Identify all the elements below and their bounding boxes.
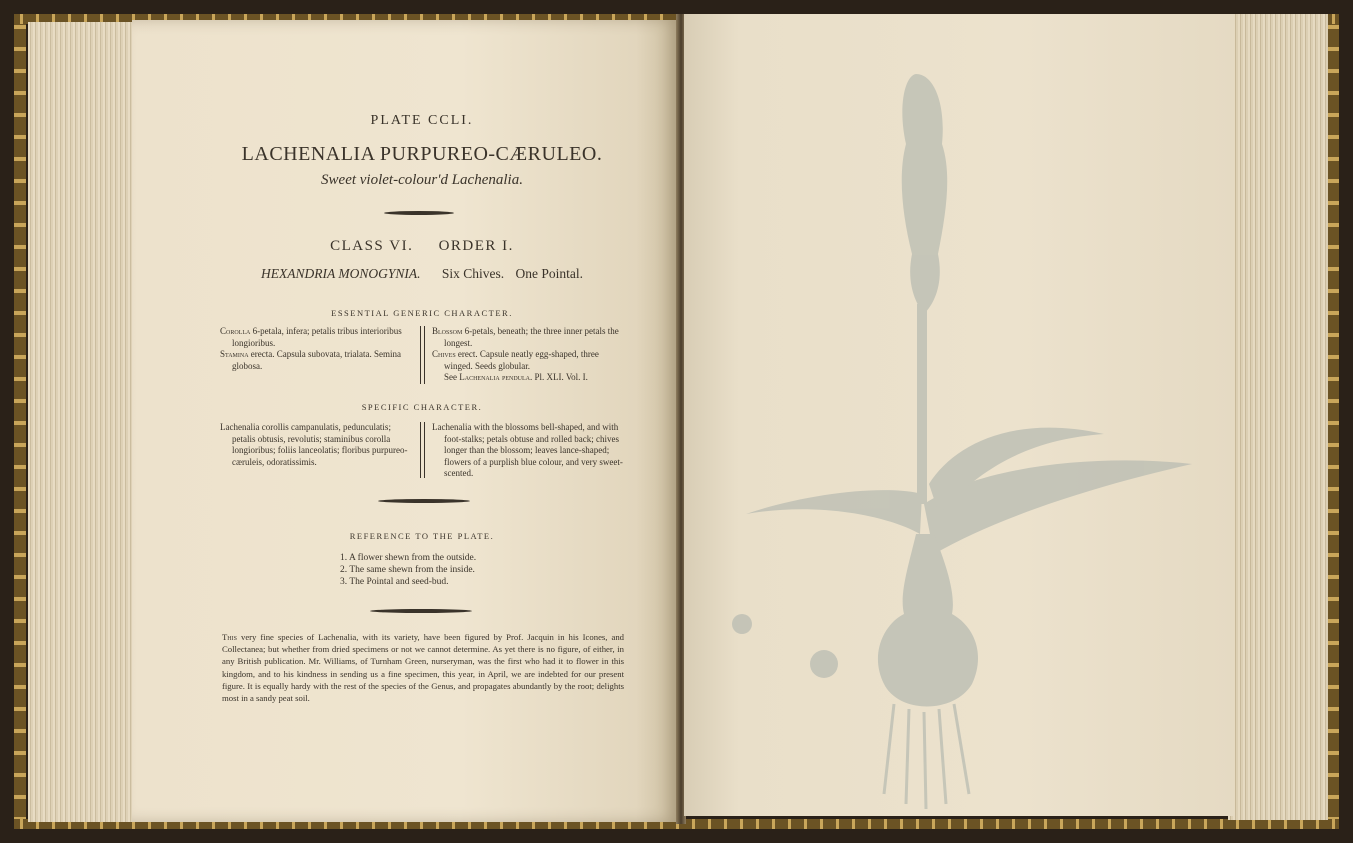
chives-term: Chives (432, 349, 456, 359)
reference-item: 3. The Pointal and seed-bud. (340, 577, 449, 587)
essential-english (432, 326, 628, 384)
specific-latin-text: Lachenalia corollis campanulatis, pedunculatis; petalis obtusis, revolutis; staminibus corolla longioribus; foliis lanceolatis; floribus purpureo-cæruleis, odoratissimis. (220, 422, 408, 467)
hexandria-line (212, 266, 632, 282)
paragraph-lead: This (222, 632, 237, 642)
see-suffix: Pl. XLI. Vol. I. (534, 372, 588, 382)
class-order-line (212, 238, 632, 255)
specific-english-text: Lachenalia with the blossoms bell-shaped, and with foot-stalks; petals obtuse and rolled back; chives longer than the blossom; leaves lance-shaped; flowers of a purplish blue colour, and very sweet-scented. (432, 422, 623, 478)
ornament-rule-1 (384, 211, 454, 215)
left-page-edges (28, 22, 140, 822)
see-prefix: See (444, 372, 457, 382)
description-paragraph (222, 631, 624, 704)
stamina-term: Stamina (220, 349, 249, 359)
ornament-rule-3 (370, 609, 472, 613)
column-divider-1 (420, 326, 425, 384)
stamina-text: erecta. Capsula subovata, trialata. Semina globosa. (232, 349, 401, 371)
chives-label: Six Chives. (441, 266, 505, 281)
chives-text: erect. Capsule neatly egg-shaped, three winged. Seeds globular. (444, 349, 599, 371)
blossom-text: 6-petals, beneath; the three inner petals the longest. (444, 326, 619, 348)
reference-item: 1. A flower shewn from the outside. (340, 553, 477, 563)
column-divider-2 (420, 422, 425, 478)
class-label: CLASS VI. (330, 238, 414, 254)
plate-number: PLATE CCLI. (370, 113, 474, 128)
ornament-rule-2 (378, 499, 470, 503)
corolla-term: Corolla (220, 326, 251, 336)
corolla-text: 6-petala, infera; petalis tribus interioribus longioribus. (232, 326, 402, 348)
essential-latin (220, 326, 416, 372)
right-page-edges (1228, 14, 1328, 820)
specific-latin (220, 422, 416, 468)
plate-title: LACHENALIA PURPUREO-CÆRULEO. (241, 143, 603, 165)
specific-english (432, 422, 628, 480)
specific-heading: SPECIFIC CHARACTER. (361, 402, 483, 412)
order-label: ORDER I. (438, 238, 514, 254)
blossom-term: Blossom (432, 326, 463, 336)
reference-list (340, 552, 476, 588)
essential-heading: ESSENTIAL GENERIC CHARACTER. (331, 308, 513, 318)
pointal-label: One Pointal. (515, 266, 583, 281)
see-term: Lachenalia pendula. (459, 372, 533, 382)
plate-subtitle: Sweet violet-colour'd Lachenalia. (321, 172, 523, 188)
paragraph-text: very fine species of Lachenalia, with its variety, have been figured by Prof. Jacquin in his Icones, and Collectanea; but whether from dried specimens or not we cannot determine. As yet there is no figure, of either, in any British publication. Mr. Williams, of Turnham Green, nurseryman, was the first who had it to flower in this kingdom, and to his kindness in sending us a fine specimen, this year, in April, we are indebted for our present figure. It is equally hardy with the rest of the species of the Genus, and propagates abundantly by the root; delights most in a sandy peat soil. (222, 632, 625, 704)
reference-item: 2. The same shewn from the inside. (340, 565, 475, 575)
plant-illustration (684, 14, 1234, 816)
reference-heading: REFERENCE TO THE PLATE. (349, 531, 495, 541)
hexandria-label: HEXANDRIA MONOGYNIA. (260, 266, 421, 281)
